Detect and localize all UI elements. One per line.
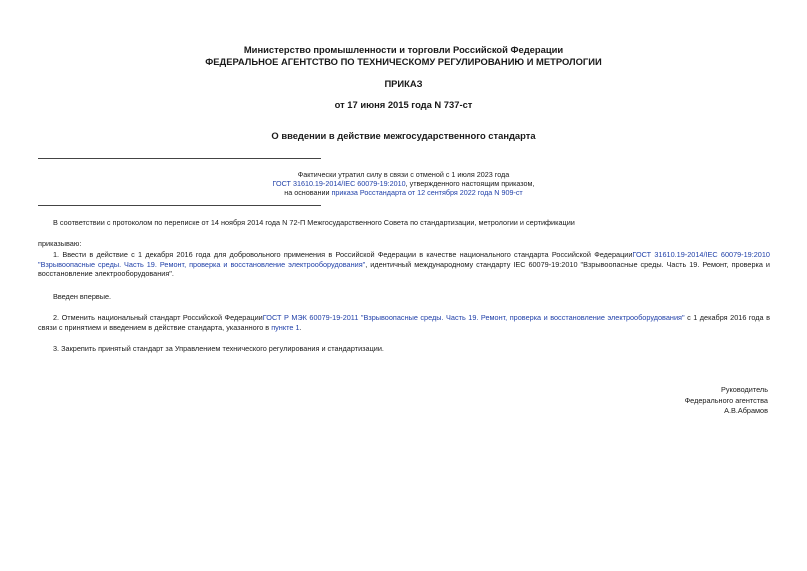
- introduced-note: Введен впервые.: [53, 292, 112, 301]
- preamble: В соответствии с протоколом по переписке от 14 ноября 2014 года N 72-П Межгосударственного Совета по стандартизации, метрологии и сертификации: [53, 218, 575, 227]
- signature-title-2: Федерального агентства: [684, 395, 768, 405]
- status-note-line2-text: , утвержденного настоящим приказом,: [405, 179, 535, 188]
- status-standard-link[interactable]: ГОСТ 31610.19-2014/IEC 60079-19:2010: [272, 179, 406, 188]
- divider-bottom: [38, 205, 321, 206]
- document-subject: О введении в действие межгосударственного стандарта: [271, 130, 536, 141]
- document-type: ПРИКАЗ: [384, 78, 423, 89]
- ministry-name: Министерство промышленности и торговли Российской Федерации: [243, 44, 564, 55]
- item-2-text: 2. Отменить национальный стандарт Российской Федерации: [53, 313, 263, 322]
- item-2-standard-link[interactable]: ГОСТ Р МЭК 60079-19-2011 "Взрывоопасные среды. Часть 19. Ремонт, проверка и восстановление электрооборудования": [262, 313, 685, 322]
- status-note-line3: [100, 188, 707, 197]
- status-note-line3-text: на основании: [284, 188, 332, 197]
- item-1: [38, 250, 770, 279]
- item-1-tail: , идентичный международному стандарту IEC 60079-19:2010 "Взрывоопасные среды. Часть 19. Ремонт, проверка и восстановление электрооборудования".: [38, 259, 770, 278]
- signature-name: А.В.Абрамов: [724, 406, 768, 415]
- item-3: 3. Закрепить принятый стандарт за Управлением технического регулирования и стандартизации.: [53, 344, 384, 353]
- status-order-link[interactable]: приказа Росстандарта от 12 сентября 2022 года N 909-ст: [331, 188, 523, 197]
- item-1-text: 1. Ввести в действие с 1 декабря 2016 года для добровольного применения в Российской Федерации в качестве национального стандарта Российской Федерации: [53, 250, 633, 259]
- signature-block: [568, 385, 768, 417]
- agency-name: ФЕДЕРАЛЬНОЕ АГЕНТСТВО ПО ТЕХНИЧЕСКОМУ РЕГУЛИРОВАНИЮ И МЕТРОЛОГИИ: [205, 56, 602, 67]
- status-note: [100, 170, 707, 197]
- status-note-line2: [100, 179, 707, 188]
- status-note-line1: Фактически утратил силу в связи с отменой с 1 июля 2023 года: [297, 170, 510, 179]
- item-2-clause-link[interactable]: пункте 1: [271, 322, 300, 332]
- signature-title-1: Руководитель: [720, 385, 768, 394]
- divider-top: [38, 158, 321, 159]
- item-2-end: .: [299, 322, 302, 332]
- item-2-mid: с 1 декабря 2016 года в связи с принятием и введением в действие стандарта, указанного в: [38, 313, 770, 332]
- order-word: приказываю:: [38, 239, 82, 248]
- document-date-number: от 17 июня 2015 года N 737-ст: [334, 99, 473, 110]
- item-1-standard-link[interactable]: ГОСТ 31610.19-2014/IEC 60079-19:2010 "Взрывоопасные среды. Часть 19. Ремонт, проверка и восстановление электрооборудования": [38, 250, 770, 269]
- item-2: [38, 313, 770, 332]
